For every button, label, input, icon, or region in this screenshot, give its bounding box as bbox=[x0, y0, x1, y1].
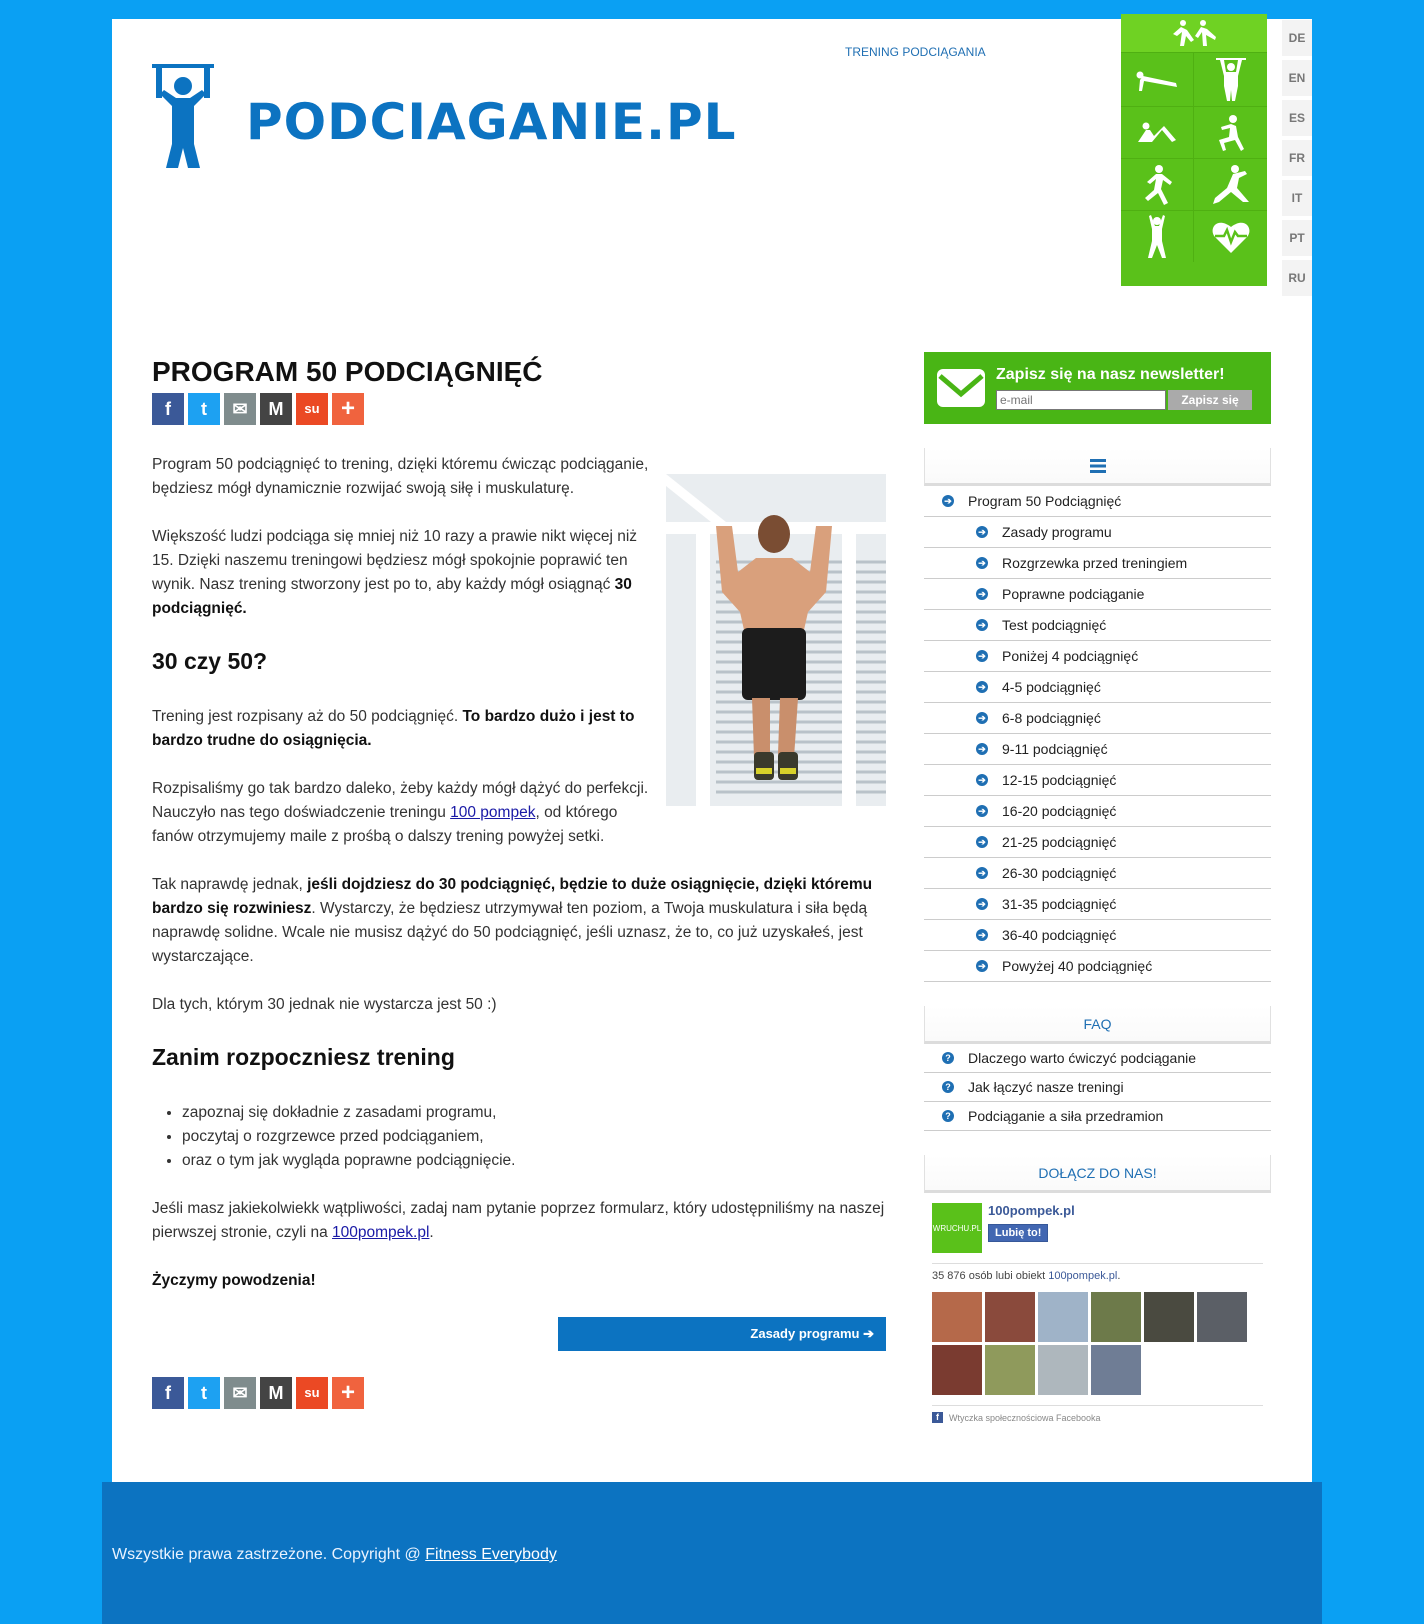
more-share-icon[interactable]: + bbox=[332, 1377, 364, 1409]
arrow-circle-icon: ➔ bbox=[942, 495, 954, 507]
fb-page-name[interactable]: 100pompek.pl bbox=[988, 1203, 1075, 1218]
copyright-text bbox=[112, 1546, 557, 1564]
question-circle-icon: ? bbox=[942, 1110, 954, 1122]
question-circle-icon: ? bbox=[942, 1081, 954, 1093]
sidebar-item-correct-pullup[interactable] bbox=[924, 579, 1271, 610]
sidebar-item-label: 26-30 podciągnięć bbox=[1002, 865, 1117, 881]
paragraph-6: Dla tych, którym 30 jednak nie wystarcza jest 50 :) bbox=[152, 996, 497, 1013]
paragraph-5-text-end: . Wystarczy, że będziesz utrzymywał ten poziom, a Twoja muskulatura i siła będą naprawdę solidne. Wcale nie musisz dążyć do 50 podciągnięć, jeśli uznasz, że to, co już uzyskałeś, jest wystarczające. bbox=[152, 900, 868, 965]
fan-avatar[interactable] bbox=[1144, 1292, 1194, 1342]
facebook-icon: f bbox=[932, 1412, 943, 1423]
sidebar-item-label: 9-11 podciągnięć bbox=[1002, 741, 1108, 757]
arrow-circle-icon: ➔ bbox=[976, 650, 988, 662]
fb-like-count-text: 35 876 osób lubi obiekt bbox=[932, 1270, 1049, 1282]
sidebar-item-above-40[interactable] bbox=[924, 951, 1271, 982]
arrow-circle-icon: ➔ bbox=[976, 960, 988, 972]
sidebar-item-label: Powyżej 40 podciągnięć bbox=[1002, 958, 1153, 974]
100-pompek-link[interactable]: 100 pompek bbox=[450, 804, 536, 821]
footer bbox=[102, 1482, 1322, 1624]
lang-it[interactable]: IT bbox=[1282, 180, 1312, 216]
sidebar-item-16-20[interactable] bbox=[924, 796, 1271, 827]
sidebar-item-label: Zasady programu bbox=[1002, 524, 1112, 540]
fan-avatar[interactable] bbox=[1038, 1292, 1088, 1342]
paragraph-3-bold: To bardzo dużo i jest to bardzo trudne do osiągnięcia. bbox=[152, 708, 635, 749]
pullup-photo bbox=[666, 462, 886, 806]
site-logo-text[interactable]: PODCIAGANIE.PL bbox=[246, 93, 737, 151]
arrow-circle-icon: ➔ bbox=[976, 681, 988, 693]
menu-header[interactable] bbox=[924, 448, 1271, 486]
faq-header: FAQ bbox=[924, 1006, 1271, 1044]
sidebar-item-below-4[interactable] bbox=[924, 641, 1271, 672]
lang-fr[interactable]: FR bbox=[1282, 140, 1312, 176]
fan-avatar[interactable] bbox=[985, 1345, 1035, 1395]
fan-avatar[interactable] bbox=[985, 1292, 1035, 1342]
fan-avatar[interactable] bbox=[932, 1292, 982, 1342]
newsletter-title: Zapisz się na nasz newsletter! bbox=[996, 366, 1225, 383]
program-rules-button[interactable]: Zasady programu ➔ bbox=[558, 1317, 886, 1351]
intro-paragraph: Program 50 podciągnięć to trening, dzięki któremu ćwicząc podciąganie, będziesz mógł dynamicznie rozwijać swoją siłę i muskulaturę. bbox=[152, 456, 649, 497]
arrow-circle-icon: ➔ bbox=[976, 867, 988, 879]
stumbleupon-share-icon[interactable]: su bbox=[296, 393, 328, 425]
fb-fans-grid bbox=[932, 1292, 1263, 1395]
arrow-circle-icon: ➔ bbox=[976, 805, 988, 817]
paragraph-7-text-end: . bbox=[429, 1224, 434, 1241]
page-title: PROGRAM 50 PODCIĄGNIĘĆ bbox=[152, 356, 543, 387]
paragraph-5-bold: jeśli dojdziesz do 30 podciągnięć, będzie to duże osiągnięcie, dzięki któremu bardzo się rozwiniesz bbox=[152, 876, 873, 917]
faq-item-combine[interactable] bbox=[924, 1073, 1271, 1102]
faq-item-label: Podciąganie a siła przedramion bbox=[968, 1108, 1164, 1124]
sidebar-item-label: 6-8 podciągnięć bbox=[1002, 710, 1101, 726]
sidebar-item-label: 21-25 podciągnięć bbox=[1002, 834, 1117, 850]
arrow-circle-icon: ➔ bbox=[976, 712, 988, 724]
sidebar-item-warmup[interactable] bbox=[924, 548, 1271, 579]
facebook-share-icon[interactable]: f bbox=[152, 393, 184, 425]
newsletter-box bbox=[924, 352, 1271, 424]
arrow-circle-icon: ➔ bbox=[976, 526, 988, 538]
heart-rate-icon[interactable] bbox=[1194, 210, 1267, 262]
fb-page-row bbox=[932, 1203, 1263, 1253]
sidebar-item-label: Rozgrzewka przed treningiem bbox=[1002, 555, 1188, 571]
fan-avatar[interactable] bbox=[1091, 1345, 1141, 1395]
list-item: • zapoznaj się dokładnie z zasadami programu, bbox=[182, 1101, 886, 1125]
arrow-circle-icon: ➔ bbox=[976, 619, 988, 631]
paragraph-4-text-end: , od którego fanów otrzymujemy maile z prośbą o dalszy trening powyżej setki. bbox=[152, 804, 618, 845]
pullup-icon[interactable] bbox=[1194, 52, 1267, 106]
lunge-icon[interactable] bbox=[1194, 158, 1267, 210]
email-share-icon[interactable]: ✉ bbox=[224, 1377, 256, 1409]
share-bar-top bbox=[152, 393, 886, 425]
gmail-share-icon[interactable]: M bbox=[260, 393, 292, 425]
fan-avatar[interactable] bbox=[1038, 1345, 1088, 1395]
sidebar-item-label: Poniżej 4 podciągnięć bbox=[1002, 648, 1139, 664]
sidebar-item-label: 16-20 podciągnięć bbox=[1002, 803, 1117, 819]
join-us-header: DOŁĄCZ DO NAS! bbox=[924, 1155, 1271, 1193]
email-field[interactable] bbox=[996, 390, 1166, 410]
sidebar-item-31-35[interactable] bbox=[924, 889, 1271, 920]
arrow-circle-icon: ➔ bbox=[976, 774, 988, 786]
twitter-share-icon[interactable]: t bbox=[188, 1377, 220, 1409]
sidebar-item-26-30[interactable] bbox=[924, 858, 1271, 889]
pushup-icon[interactable] bbox=[1121, 52, 1194, 106]
share-bar-bottom bbox=[152, 1377, 886, 1409]
envelope-icon bbox=[936, 368, 986, 408]
preparation-list bbox=[182, 1101, 886, 1173]
paragraph-5-text: Tak naprawdę jednak, bbox=[152, 876, 308, 893]
fb-page-info bbox=[988, 1203, 1075, 1253]
paragraph-3-text: Trening jest rozpisany aż do 50 podciągnięć. bbox=[152, 708, 463, 725]
paragraph-7 bbox=[152, 1197, 886, 1245]
faq-item-label: Dlaczego warto ćwiczyć podciąganie bbox=[968, 1050, 1196, 1066]
subscribe-button[interactable]: Zapisz się bbox=[1168, 390, 1252, 410]
sidebar-item-label: 36-40 podciągnięć bbox=[1002, 927, 1117, 943]
email-share-icon[interactable]: ✉ bbox=[224, 393, 256, 425]
paragraph-7-text: Jeśli masz jakiekolwiekk wątpliwości, zadaj nam pytanie poprzez formularz, który udostępniliśmy na naszej pierwszej stronie, czyli na bbox=[152, 1200, 885, 1241]
fan-avatar[interactable] bbox=[1197, 1292, 1247, 1342]
good-luck-text bbox=[152, 1269, 886, 1293]
more-share-icon[interactable]: + bbox=[332, 393, 364, 425]
heading-before-training: Zanim rozpoczniesz trening bbox=[152, 1044, 455, 1070]
nav-training-link[interactable]: TRENING PODCIĄGANIA bbox=[845, 45, 986, 59]
sidebar-item-label: Poprawne podciąganie bbox=[1002, 586, 1145, 602]
arrow-circle-icon: ➔ bbox=[976, 929, 988, 941]
stumbleupon-share-icon[interactable]: su bbox=[296, 1377, 328, 1409]
list-item: • poczytaj o rozgrzewce przed podciąganiem, bbox=[182, 1125, 886, 1149]
good-luck-bold: Życzymy powodzenia! bbox=[152, 1272, 316, 1289]
facebook-share-icon[interactable]: f bbox=[152, 1377, 184, 1409]
sidebar-item-21-25[interactable] bbox=[924, 827, 1271, 858]
paragraph-2-text: Większość ludzi podciąga się mniej niż 10 razy a prawie nikt więcej niż 15. Dzięki naszemu treningowi będziesz mógł spokojnie poprawić ten wynik. Nasz trening stworzony jest po to, aby każdy mógł osiągnąć bbox=[152, 528, 638, 593]
situp-icon[interactable] bbox=[1121, 106, 1194, 158]
lang-en[interactable]: EN bbox=[1282, 60, 1312, 96]
facebook-widget bbox=[924, 1193, 1271, 1423]
article bbox=[152, 355, 886, 1409]
arrow-circle-icon: ➔ bbox=[976, 898, 988, 910]
fb-like-count bbox=[932, 1263, 1263, 1282]
exercise-panel bbox=[1121, 14, 1267, 286]
sidebar-item-36-40[interactable] bbox=[924, 920, 1271, 951]
lang-es[interactable]: ES bbox=[1282, 100, 1312, 136]
list-item: • oraz o tym jak wygląda poprawne podciągnięcie. bbox=[182, 1149, 886, 1173]
arrow-circle-icon: ➔ bbox=[976, 588, 988, 600]
copyright-label: Wszystkie prawa zastrzeżone. Copyright @ bbox=[112, 1546, 426, 1563]
arrow-circle-icon: ➔ bbox=[976, 743, 988, 755]
sidebar-item-rules[interactable] bbox=[924, 517, 1271, 548]
sidebar-item-4-5[interactable] bbox=[924, 672, 1271, 703]
sidebar-item-6-8[interactable] bbox=[924, 703, 1271, 734]
group-workout-icon[interactable] bbox=[1121, 14, 1267, 52]
sidebar-item-label: Program 50 Podciągnięć bbox=[968, 493, 1122, 509]
fb-plugin-footer bbox=[932, 1405, 1263, 1423]
sidebar-item-9-11[interactable] bbox=[924, 734, 1271, 765]
100pompek-pl-link[interactable]: 100pompek.pl bbox=[332, 1224, 430, 1241]
fb-page-link[interactable]: 100pompek.pl bbox=[1048, 1270, 1118, 1282]
gmail-share-icon[interactable]: M bbox=[260, 1377, 292, 1409]
sidebar-item-label: 31-35 podciągnięć bbox=[1002, 896, 1117, 912]
lang-ru[interactable]: RU bbox=[1282, 260, 1312, 296]
sidebar-item-12-15[interactable] bbox=[924, 765, 1271, 796]
heading-30-or-50: 30 czy 50? bbox=[152, 648, 268, 674]
sidebar-item-program[interactable] bbox=[924, 486, 1271, 517]
paragraph-5 bbox=[152, 873, 886, 969]
sidebar-item-label: 4-5 podciągnięć bbox=[1002, 679, 1101, 695]
fan-avatar[interactable] bbox=[932, 1345, 982, 1395]
sidebar bbox=[924, 352, 1271, 1423]
lang-pt[interactable]: PT bbox=[1282, 220, 1312, 256]
running-icon[interactable] bbox=[1121, 158, 1194, 210]
faq-item-why[interactable] bbox=[924, 1044, 1271, 1073]
sidebar-item-test[interactable] bbox=[924, 610, 1271, 641]
language-switcher bbox=[1282, 20, 1312, 300]
faq-item-forearm[interactable] bbox=[924, 1102, 1271, 1131]
paragraph-2-bold: 30 podciągnięć. bbox=[152, 576, 632, 617]
sidebar-item-label: Test podciągnięć bbox=[1002, 617, 1107, 633]
pullup-logo-icon[interactable] bbox=[152, 64, 214, 172]
paragraph-4-text: Rozpisaliśmy go tak bardzo daleko, żeby każdy mógł dążyć do perfekcji. Nauczyło nas tego doświadczenie treningu bbox=[152, 780, 649, 821]
question-circle-icon: ? bbox=[942, 1052, 954, 1064]
fb-page-thumbnail[interactable]: WRUCHU.PL bbox=[932, 1203, 982, 1253]
sidebar-item-label: 12-15 podciągnięć bbox=[1002, 772, 1117, 788]
fitness-everybody-link[interactable]: Fitness Everybody bbox=[425, 1546, 557, 1563]
faq-item-label: Jak łączyć nasze treningi bbox=[968, 1079, 1124, 1095]
arrow-circle-icon: ➔ bbox=[976, 557, 988, 569]
squat-icon[interactable] bbox=[1194, 106, 1267, 158]
arrow-circle-icon: ➔ bbox=[976, 836, 988, 848]
twitter-share-icon[interactable]: t bbox=[188, 393, 220, 425]
hamburger-menu-icon[interactable] bbox=[1090, 459, 1106, 473]
fan-avatar[interactable] bbox=[1091, 1292, 1141, 1342]
fb-plugin-label: Wtyczka społecznościowa Facebooka bbox=[949, 1412, 1101, 1423]
fb-like-button[interactable]: Lubię to! bbox=[988, 1224, 1048, 1242]
lang-de[interactable]: DE bbox=[1282, 20, 1312, 56]
jumping-jack-icon[interactable] bbox=[1121, 210, 1194, 262]
fb-like-count-end: . bbox=[1117, 1270, 1121, 1282]
